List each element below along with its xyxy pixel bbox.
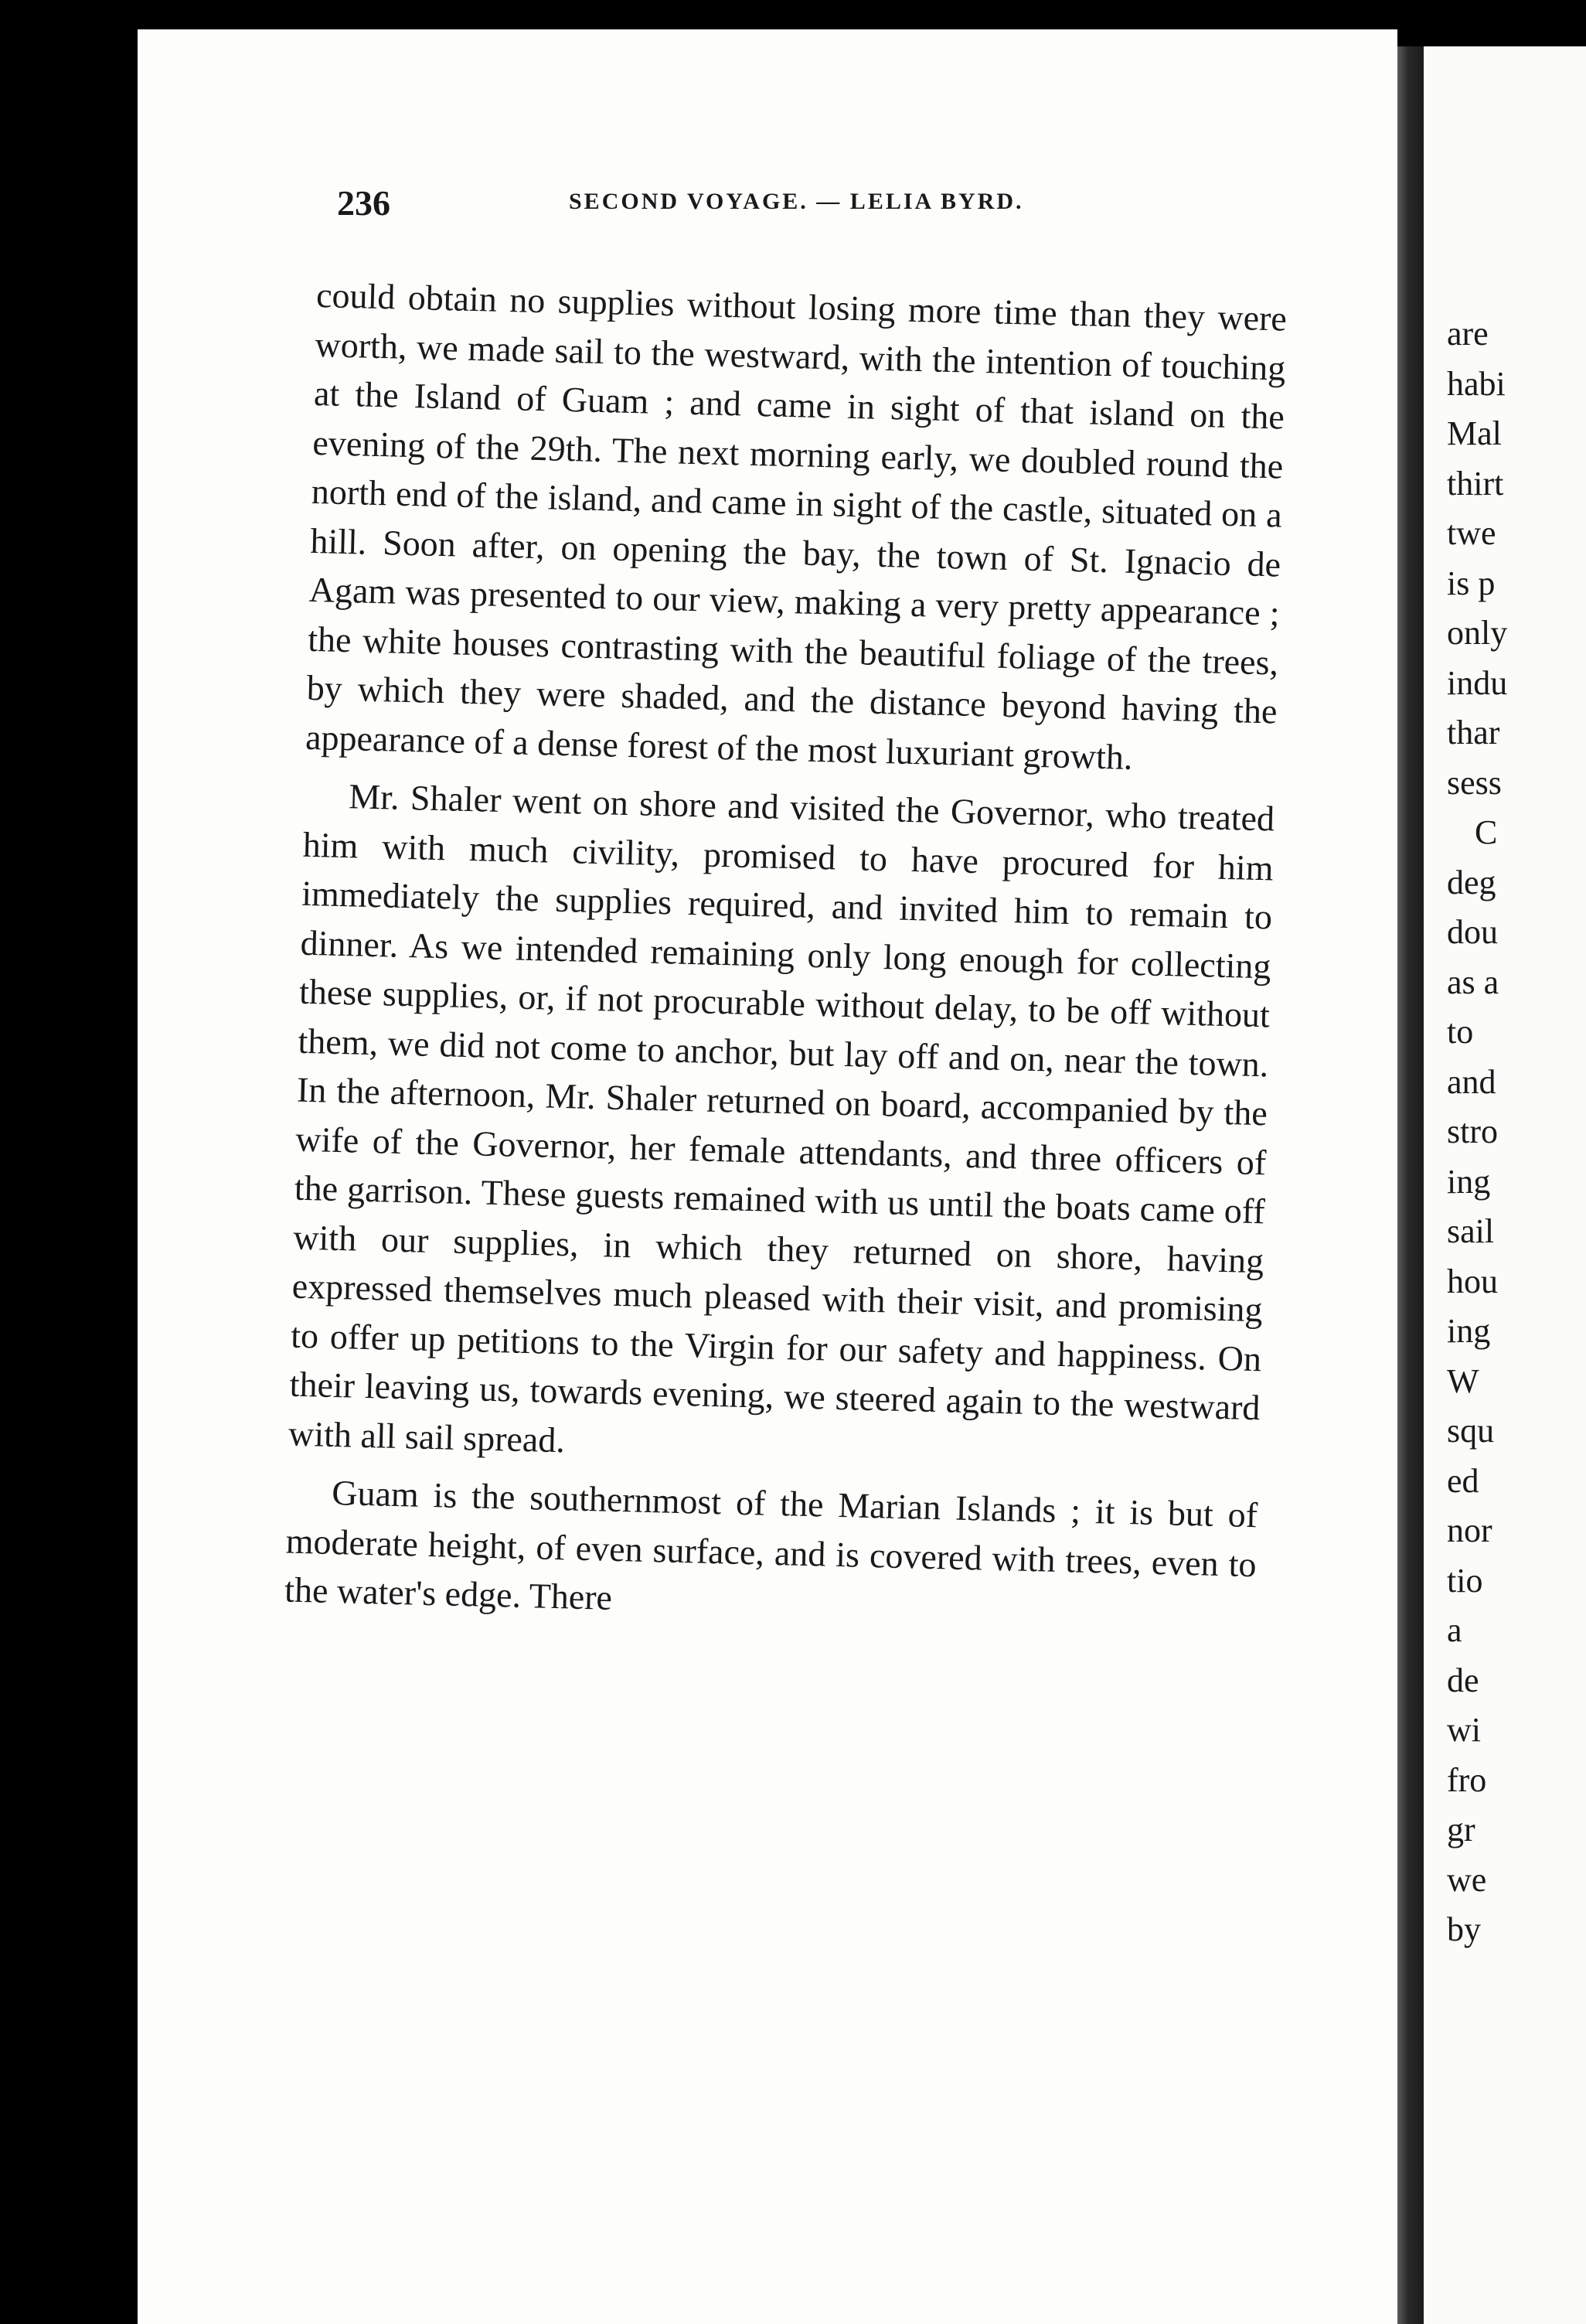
facing-line: we: [1447, 1860, 1487, 1899]
facing-line: fro: [1447, 1760, 1487, 1799]
facing-line: ed: [1447, 1461, 1479, 1500]
facing-line: squ: [1447, 1412, 1495, 1450]
facing-line: habi: [1447, 364, 1506, 403]
facing-line: ing: [1447, 1162, 1491, 1201]
facing-line: C: [1475, 813, 1498, 851]
facing-line: thirt: [1447, 464, 1504, 503]
facing-line: W: [1447, 1361, 1479, 1400]
facing-line: sail: [1447, 1212, 1495, 1250]
facing-line: and: [1447, 1062, 1496, 1101]
facing-page: [1424, 46, 1586, 2324]
running-head: [337, 182, 1342, 237]
facing-line: tio: [1447, 1561, 1483, 1600]
facing-line: stro: [1447, 1113, 1498, 1150]
facing-line: sess: [1447, 763, 1502, 802]
facing-line: as a: [1447, 963, 1499, 1001]
facing-line: a: [1447, 1611, 1462, 1649]
facing-line: are: [1447, 315, 1489, 353]
facing-line: de: [1447, 1661, 1479, 1699]
paragraph: Guam is the southernmost of the Marian Islands ; it is but of moderate height, of even surface, and is covered with trees, even to the water's edge. There: [284, 1472, 1258, 1617]
facing-line: is p: [1447, 564, 1496, 602]
facing-line: hou: [1447, 1262, 1498, 1300]
facing-line: thar: [1447, 714, 1500, 751]
facing-line: to: [1447, 1013, 1474, 1051]
running-title: SECOND VOYAGE. — LELIA BYRD.: [569, 189, 1024, 214]
facing-line: deg: [1447, 863, 1496, 901]
facing-line: by: [1447, 1910, 1481, 1948]
facing-line: ing: [1447, 1312, 1491, 1350]
facing-line: Mal: [1447, 414, 1502, 452]
facing-line: wi: [1447, 1711, 1481, 1749]
page-number: 236: [337, 183, 390, 223]
body-text: [284, 271, 1288, 1638]
book-gutter: [1397, 46, 1424, 2324]
facing-page-text: [1447, 309, 1586, 1955]
facing-line: dou: [1447, 913, 1498, 951]
paragraph: could obtain no supplies without losing more time than they were worth, we made sail to the westward, with the intention of touching at the Island of Guam ; and came in sight of that island on the evening of the 29th. The next morning early, we doubled round the north end of the island, and came in sight of the castle, situated on a hill. Soon after, on opening the bay, the town of St. Ignacio de Agam was presented to our view, making a very pretty appearance ; the white houses contrasting with the beautiful foliage of the trees, by which they were shaded, and the distance beyond having the appearance of a dense forest of the most luxuriant growth.: [305, 274, 1288, 777]
facing-line: indu: [1447, 663, 1508, 702]
facing-line: nor: [1447, 1511, 1492, 1549]
facing-line: gr: [1447, 1811, 1475, 1849]
facing-line: twe: [1447, 514, 1496, 552]
facing-line: only: [1447, 614, 1508, 652]
paragraph: Mr. Shaler went on shore and visited the Governor, who treated him with much civility, promised to have procured for him immediately the supplies required, and invited him to remain to dinner. As we intended remaining only long enough for collecting these supplies, or, if not procurable without delay, to be off without them, we did not come to anchor, but lay off and on, near the town. In the afternoon, Mr. Shaler returned on board, accompanied by the wife of the Governor, her female attendants, and three officers of the garrison. These guests remained with us until the boats came off with our supplies, in which they returned on shore, having expressed themselves much pleased with their visit, and promising to offer up petitions to the Virgin for our safety and happiness. On their leaving us, towards evening, we steered again to the westward with all sail spread.: [288, 776, 1275, 1460]
